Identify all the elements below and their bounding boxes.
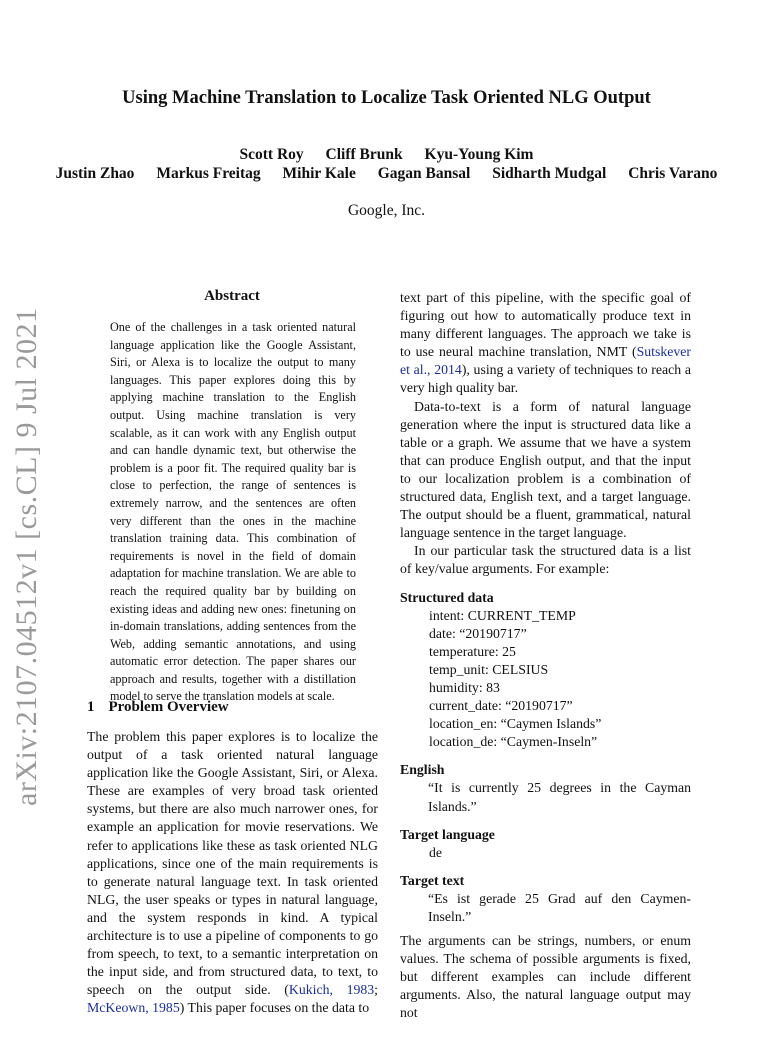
body-text: ), using a variety of techniques to reach a very high quality bar. xyxy=(400,362,691,396)
author-name: Markus Freitag xyxy=(156,165,261,182)
list-item: humidity: 83 xyxy=(429,679,500,695)
author-name: Sidharth Mudgal xyxy=(492,165,607,182)
target-text-label: Target text xyxy=(400,872,465,888)
citation-separator: ; xyxy=(374,982,379,998)
section-title: Problem Overview xyxy=(108,699,229,715)
section-body xyxy=(87,728,378,1018)
list-item: current_date: “20190717” xyxy=(429,698,573,714)
body-text: text part of this pipeline, with the specific goal of figuring out how to automatically produce text in many different languages. The approach we take is to use neural machine translation, NMT ( xyxy=(400,290,691,360)
abstract-heading: Abstract xyxy=(204,288,260,304)
section-heading xyxy=(87,699,229,716)
author-name: Kyu-Young Kim xyxy=(424,146,534,163)
paragraph: Data-to-text is a form of natural language generation where the input is structured data like a table or a graph. We assume that we have a system that can produce English output, and that the input to our localization problem is a combination of structured data, English text, and a target language. The output should be a fluent, grammatical, natural language sentence in the target language. xyxy=(400,398,691,541)
abstract-text: One of the challenges in a task oriented natural language application like the Google Assistant, Siri, or Alexa is to localize the output to many languages. This paper explores doing this by applying machine translation to the English output. Using machine translation is very scalable, as it can work with any English output and can handle dynamic text, but otherwise the problem is a poor fit. The required quality bar is close to perfection, the range of sentences is extremely narrow, and the sentences are often very different than the ones in the machine translation training data. This combination of requirements is novel in the field of domain adaptation for machine translation. We are able to reach the required quality bar by building on existing ideas and adding new ones: finetuning on in-domain translations, adding sentences from the Web, adding semantic annotations, and using automatic error detection. The paper shares our approach and results, together with a distillation model to serve the translation models at scale. xyxy=(110,320,356,704)
list-item: location_en: “Caymen Islands” xyxy=(429,716,602,732)
target-text-value: “Es ist gerade 25 Grad auf den Caymen-Inseln.” xyxy=(428,890,691,924)
list-item: temp_unit: CELSIUS xyxy=(429,661,549,677)
list-item: intent: CURRENT_TEMP xyxy=(429,607,576,623)
authors-row-1 xyxy=(0,146,773,164)
arxiv-identifier: arXiv:2107.04512v1 [cs.CL] 9 Jul 2021 xyxy=(10,307,43,806)
authors-row-2 xyxy=(0,165,773,183)
citation-link[interactable]: Kukich, 1983 xyxy=(288,982,375,998)
author-name: Justin Zhao xyxy=(55,165,135,182)
body-text: The problem this paper explores is to localize the output of a task oriented natural language application like the Google Assistant, Siri, or Alexa. These are examples of very broad task oriented systems, but there are also much narrower ones, for example an application for movie reservations. We refer to applications like these as task oriented NLG applications, since one of the main requirements is to generate natural language text. In task oriented NLG, the user speaks or types in natural language, and the system responds in kind. A typical architecture is to use a pipeline of components to go from speech, to text, to a semantic interpretation on the input side, and from structured data, to text, to speech on the output side. ( xyxy=(87,729,378,998)
citation-link[interactable]: Sutskever et al., 2014 xyxy=(400,344,691,378)
body-text: ) This paper focuses on the data to xyxy=(179,1000,370,1016)
target-language-value: de xyxy=(429,844,443,860)
list-item: location_de: “Caymen-Inseln” xyxy=(429,734,598,750)
paragraph: The arguments can be strings, numbers, or enum values. The schema of possible arguments is fixed, but different examples can include different arguments. Also, the natural language output may not xyxy=(400,933,691,1021)
paragraph: In our particular task the structured data is a list of key/value arguments. For example: xyxy=(400,543,691,577)
section-number: 1 xyxy=(87,699,95,715)
paper-title: Using Machine Translation to Localize Task Oriented NLG Output xyxy=(122,88,651,108)
author-name: Gagan Bansal xyxy=(377,165,471,182)
author-name: Chris Varano xyxy=(628,165,718,182)
author-name: Scott Roy xyxy=(239,146,304,163)
right-column xyxy=(400,289,691,1023)
author-name: Mihir Kale xyxy=(282,165,356,182)
english-label: English xyxy=(400,762,445,778)
structured-data-label: Structured data xyxy=(400,589,494,605)
paragraph xyxy=(400,289,691,398)
target-language-label: Target language xyxy=(400,826,495,842)
citation-link[interactable]: McKeown, 1985 xyxy=(87,1000,180,1016)
affiliation: Google, Inc. xyxy=(347,202,426,219)
english-text: “It is currently 25 degrees in the Cayman Islands.” xyxy=(428,780,691,814)
list-item: temperature: 25 xyxy=(429,643,516,659)
structured-data-list xyxy=(400,607,691,752)
author-name: Cliff Brunk xyxy=(325,146,403,163)
list-item: date: “20190717” xyxy=(429,625,527,641)
